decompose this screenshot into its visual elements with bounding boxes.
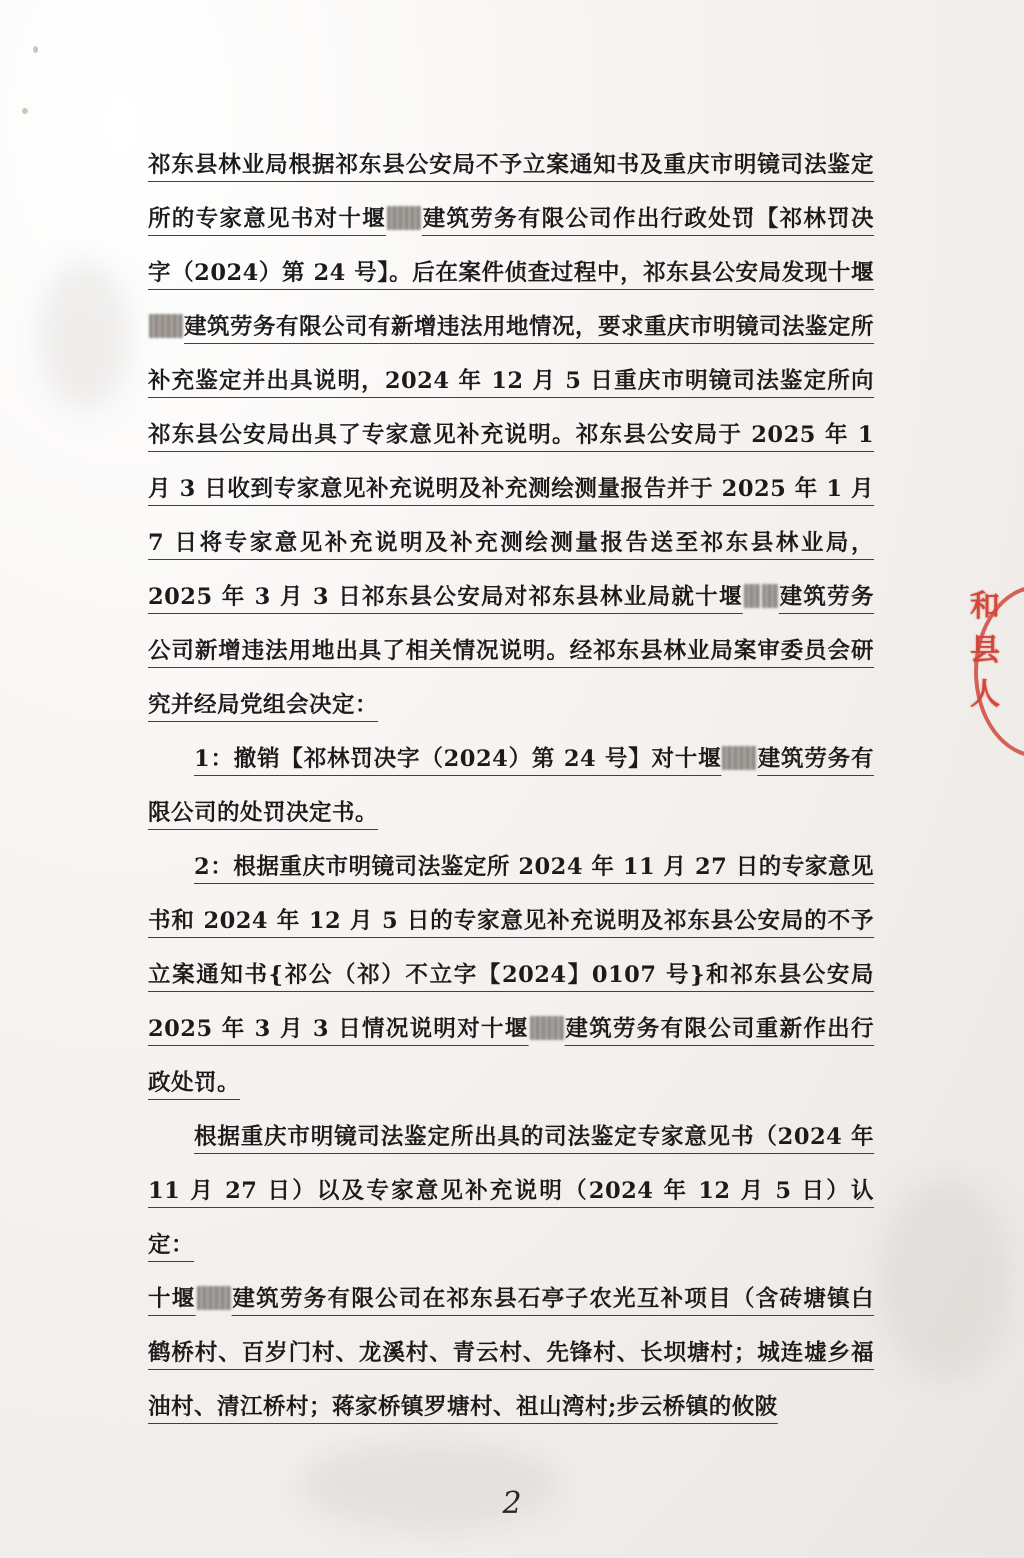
redaction-mark [530, 1016, 564, 1040]
page-number: 2 [502, 1486, 522, 1521]
red-official-seal [970, 585, 1024, 750]
redaction-mark [197, 1286, 231, 1310]
seal-ring-icon [974, 585, 1024, 758]
scan-blotch [880, 1180, 1010, 1380]
seal-char-1: 县 [970, 633, 1002, 668]
seal-char-0: 和 [970, 589, 1002, 624]
scan-speck [22, 108, 28, 114]
redaction-mark [722, 746, 756, 770]
scan-speck [33, 46, 38, 53]
document-text-body [148, 138, 874, 1434]
redaction-mark [762, 584, 778, 608]
paragraph-revocation-background: 祁东县林业局根据祁东县公安局不予立案通知书及重庆市明镜司法鉴定所的专家意见书对十堰 建筑劳务有限公司作出行政处罚【祁林罚决字（2024）第 24 号】。后在案件侦查过程中，祁东县公安局发现十堰建筑劳务有限公司有新增违法用地情况，要求重庆市明镜司法鉴定所补充鉴定并出具说明，2024 年 12 月 5 日重庆市明镜司法鉴定所向祁东县公安局出具了专家意见补充说明。祁东县公安局于 2025 年 1 月 3 日收到专家意见补充说明及补充测绘测量报告并于 2025 年 1 月 7 日将专家意见补充说明及补充测绘测量报告送至祁东县林业局，2025 年 3 月 3 日祁东县公安局对祁东县林业局就十堰 建筑劳务公司新增违法用地出具了相关情况说明。经祁东县林业局案审委员会研究并经局党组会决定： [148, 152, 875, 718]
paragraph-decision-item-1: 1：撤销【祁林罚决字（2024）第 24 号】对十堰 建筑劳务有限公司的处罚决定书。 [148, 746, 874, 826]
redaction-mark [387, 206, 421, 230]
seal-char-2: 人 [970, 677, 1002, 712]
paragraph-basis-statement: 根据重庆市明镜司法鉴定所出具的司法鉴定专家意见书（2024 年 11 月 27 日）以及专家意见补充说明（2024 年 12 月 5 日）认定： [148, 1124, 874, 1258]
redaction-mark [149, 314, 183, 338]
paragraph-project-scope: 十堰 建筑劳务有限公司在祁东县石亭子农光互补项目（含砖塘镇白鹤桥村、百岁门村、龙溪村、青云村、先锋村、长坝塘村；城连墟乡福油村、清江桥村；蒋家桥镇罗塘村、祖山湾村;步云桥镇的攸陂 [148, 1286, 874, 1420]
redaction-mark [744, 584, 760, 608]
paragraph-decision-item-2: 2：根据重庆市明镜司法鉴定所 2024 年 11 月 27 日的专家意见书和 2024 年 12 月 5 日的专家意见补充说明及祁东县公安局的不予立案通知书{祁公（祁）不立字【2024】0107 号}和祁东县公安局 2025 年 3 月 3 日情况说明对十堰 建筑劳务有限公司重新作出行政处罚。 [148, 854, 874, 1096]
scan-blotch [40, 260, 130, 410]
